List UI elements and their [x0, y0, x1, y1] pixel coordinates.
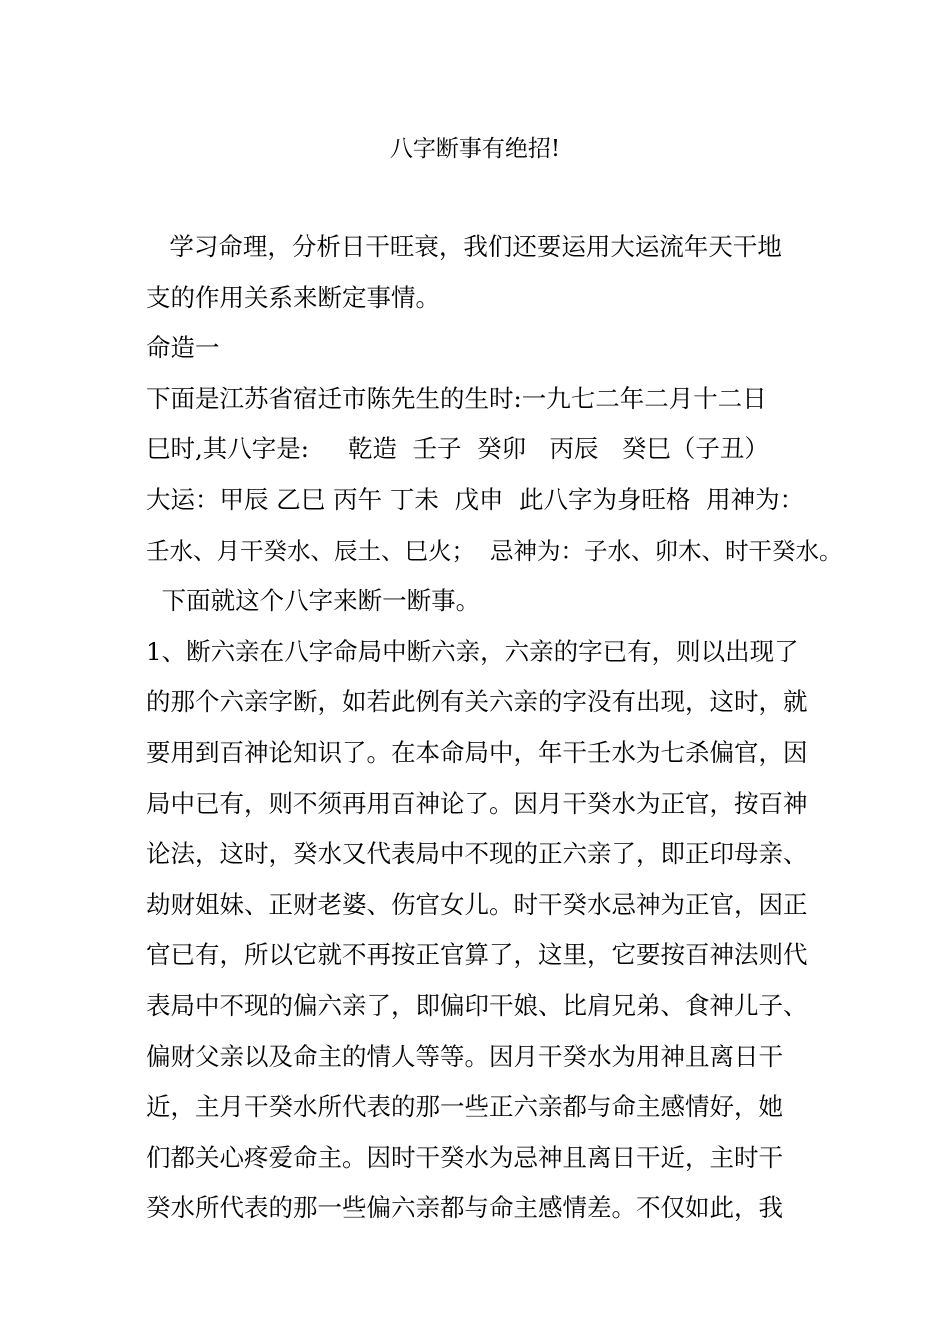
body-line: 官已有，所以它就不再按正官算了，这里，它要按百神法则代: [146, 940, 808, 970]
body-line: 巳时,其八字是: 乾造 壬子 癸卯 丙辰 癸巳（子丑）: [146, 434, 769, 464]
body-line: 壬水、月干癸水、辰土、巳火； 忌神为：子水、卯木、时干癸水。: [146, 536, 843, 565]
body-line: 大运：甲辰 乙巳 丙午 丁未 戊申 此八字为身旺格 用神为：: [146, 484, 805, 514]
body-line: 论法，这时，癸水又代表局中不现的正六亲了，即正印母亲、: [146, 839, 808, 869]
body-line: 劫财姐妹、正财老婆、伤官女儿。时干癸水忌神为正官，因正: [146, 889, 808, 919]
body-line: 局中已有，则不须再用百神论了。因月干癸水为正官，按百神: [146, 788, 808, 818]
body-line: 下面就这个八字来断一断事。: [146, 586, 481, 616]
body-line: 要用到百神论知识了。在本命局中，年干壬水为七杀偏官，因: [146, 737, 808, 767]
body-line: 1、断六亲在八字命局中断六亲，六亲的字已有，则以出现了: [146, 636, 799, 666]
body-line: 下面是江苏省宿迁市陈先生的生时:一九七二年二月十二日: [146, 383, 767, 413]
body-line: 的那个六亲字断，如若此例有关六亲的字没有出现，这时，就: [146, 687, 808, 717]
body-line: 近，主月干癸水所代表的那一些正六亲都与命主感情好，她: [146, 1092, 783, 1122]
body-line: 支的作用关系来断定事情。: [146, 282, 440, 312]
body-line: 癸水所代表的那一些偏六亲都与命主感情差。不仅如此，我: [146, 1193, 783, 1223]
body-line: 们都关心疼爱命主。因时干癸水为忌神且离日干近，主时干: [146, 1142, 783, 1172]
body-line: 表局中不现的偏六亲了，即偏印干娘、比肩兄弟、食神儿子、: [146, 990, 808, 1020]
body-line: 命造一: [146, 333, 220, 363]
document-title: 八字断事有绝招!: [389, 136, 561, 162]
body-line: 偏财父亲以及命主的情人等等。因月干癸水为用神且离日干: [146, 1041, 783, 1071]
body-line: 学习命理，分析日干旺衰，我们还要运用大运流年天干地: [146, 232, 782, 261]
document-body: [146, 229, 846, 1241]
